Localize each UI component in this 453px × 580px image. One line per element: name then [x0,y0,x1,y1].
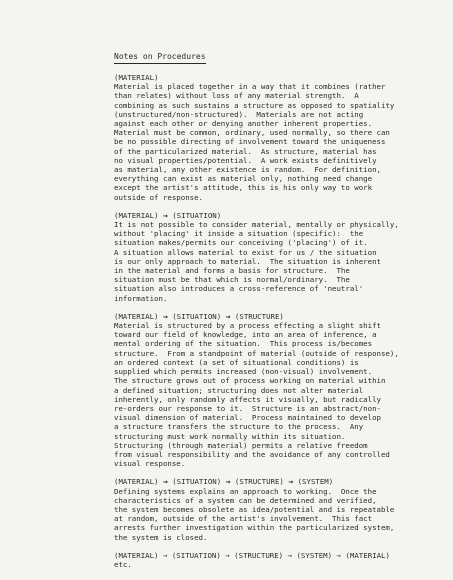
text-line: outside of response. [114,192,203,202]
text-line: except the artist's attitude, this is his only way to work [114,183,373,193]
arrow-right-icon: → [225,311,231,321]
arrow-right-icon: → [162,477,168,487]
text-line: a defined situation; structuring does not alter material [114,385,364,395]
text-line: visual response. [114,459,186,469]
text-line: a structure transfers the structure to the process. Any [114,422,364,432]
text-line: the system becomes obsolete as idea/potential and is repeatable [114,504,395,514]
heading-term: (STRUCTURE) [234,477,284,487]
text-line: mental ordering of the situation. This process is/becomes [114,339,373,349]
section-heading [114,211,442,220]
text-line: be no possible directing of involvement toward the uniqueness [114,137,386,147]
section-heading [114,312,442,321]
text-line: characteristics of a system can be determined and verified, [114,495,377,505]
arrow-right-icon: → [162,550,168,560]
text-line: re-orders our response to it. Structure is an abstract/non- [114,403,381,413]
text-line: supplied which permits increased (non-visual) involvement. [114,367,373,377]
sections-container [114,73,442,542]
text-line: structure. From a standpoint of material (outside of response), [114,348,399,358]
heading-term: (SITUATION) [172,311,222,321]
heading-term: (MATERIAL) [114,550,159,560]
text-line: of the particularized material. As structure, material has [114,146,377,156]
text-line: A situation allows material to exist for us / the situation [114,247,377,257]
text-line: without 'placing' it inside a situation (specific): the [114,229,364,239]
final-text: etc. [114,559,132,569]
arrow-right-icon: → [336,550,341,560]
text-line: situation also introduces a cross-reference of 'neutral' [114,284,364,294]
page-title: Notes on Procedures [114,52,206,64]
text-line: at random, outside of the artist's involvement. This fact [114,514,373,524]
text-line: information. [114,293,168,303]
arrow-right-icon: → [162,210,168,220]
text-line: against each other or denying another inherent properties. [114,119,373,129]
heading-term: (SYSTEM) [297,477,334,487]
text-line: the system is closed. [114,532,208,542]
arrow-right-icon: → [225,550,230,560]
section [114,211,442,303]
text-line: situation must be that which is normal/ordinary. The [114,275,350,285]
arrow-right-icon: → [288,477,294,487]
text-line: is our only approach to material. The situation is inherent [114,256,381,266]
heading-term: (MATERIAL) [114,477,159,487]
heading-term: (SITUATION) [172,210,222,220]
heading-term: (STRUCTURE) [234,550,284,560]
heading-term: (MATERIAL) [114,311,159,321]
heading-term: (SITUATION) [172,477,222,487]
heading-term: (SITUATION) [171,550,221,560]
text-line: Structuring (through material) permits a relative freedom [114,440,368,450]
final-heading [114,551,442,560]
text-line: Material must be common, ordinary, used normally, so there can [114,128,390,138]
heading-term: (MATERIAL) [114,210,159,220]
heading-term: (STRUCTURE) [234,311,284,321]
text-line: toward our field of knowledge, into an area of inference, a [114,330,377,340]
final-progression [114,551,442,569]
text-line: in the material and forms a basis for structure. The [114,266,350,276]
text-line: structuring must work normally within its situation. [114,431,346,441]
document-content [114,44,442,569]
section-heading [114,477,442,486]
arrow-right-icon: → [287,550,293,560]
text-line: Material is placed together in a way that it combines (rather [114,82,386,92]
text-line: from visual responsibility and the avoidance of any controlled [114,449,390,459]
heading-term: (SYSTEM) [296,550,333,560]
text-line: combining as such sustains a structure as opposed to spatiality [114,100,395,110]
text-line: Material is structured by a process effecting a slight shift [114,321,381,331]
text-line: It is not possible to consider material, mentally or physically, [114,220,399,230]
text-line: The structure grows out of process working on material within [114,376,386,386]
heading-term: (MATERIAL) [114,73,159,82]
text-line: visual dimension of material. Process maintained to develop [114,413,381,423]
section-heading [114,73,442,82]
text-line: situation makes/permits our conceiving ('placing') of it. [114,238,368,248]
text-line: inherently, only randomly affects it visually, but radically [114,394,381,404]
text-line: (unstructured/non-structured). Materials are not acting [114,109,364,119]
text-line: than relates) without loss of any material strength. A [114,91,359,101]
section [114,73,442,202]
text-line: as material, any other existence is random. For definition, [114,165,381,175]
text-line: no visual properties/potential. A work exists definitively [114,155,377,165]
text-line: everything can exist as material only, nothing need change [114,174,373,184]
arrow-right-icon: → [162,311,168,321]
text-line: an ordered context (a set of situational conditions) is [114,357,359,367]
section [114,312,442,468]
section [114,477,442,541]
text-line: arrests further investigation within the particularized system, [114,523,395,533]
heading-term: (MATERIAL) [345,550,390,560]
arrow-right-icon: → [225,477,231,487]
text-line: Defining systems explains an approach to working. Once the [114,486,377,496]
